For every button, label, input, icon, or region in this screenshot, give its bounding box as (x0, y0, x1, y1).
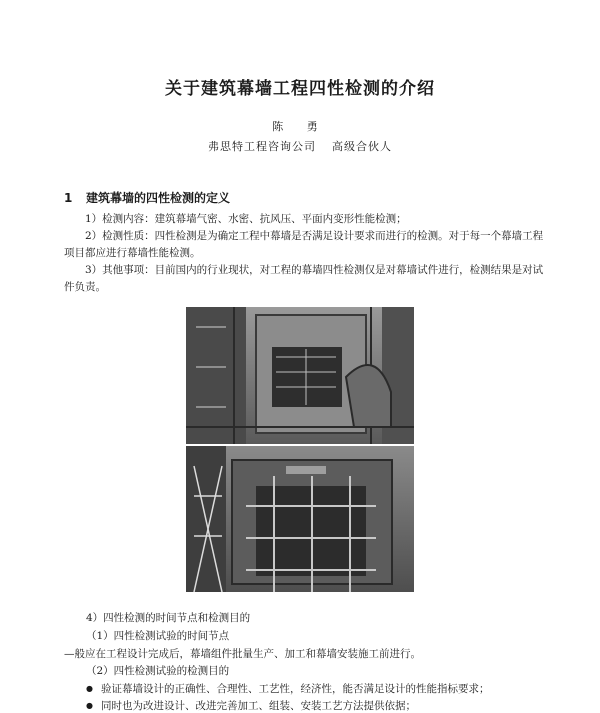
subsection-2-title: （2）四性检测试验的检测目的 (86, 665, 230, 677)
scaffold-photo (186, 446, 414, 592)
affiliation-role: 高级合伙人 (332, 140, 392, 153)
author-name: 陈 勇 (272, 120, 328, 133)
affiliation-company: 弗思特工程咨询公司 (208, 140, 316, 153)
author-affiliation (0, 138, 600, 154)
subsection-1-text: —般应在工程设计完成后，幕墙组件批量生产、加工和幕墙安装施工前进行。 (64, 648, 421, 660)
test-chamber-photo (186, 307, 414, 444)
paragraph-item-3: 3）其他事项：目前国内的行业现状，对工程的幕墙四性检测仅是对幕墙试件进行，检测结果是对试件负责。 (64, 264, 544, 293)
subsection-1-title: （1）四性检测试验的时间节点 (86, 630, 230, 642)
paragraph-item-1: 1）检测内容：建筑幕墙气密、水密、抗风压、平面内变形性能检测； (85, 213, 407, 225)
bullet-item-1: ● 验证幕墙设计的正确性、合理性、工艺性，经济性，能否满足设计的性能指标要求； (86, 681, 489, 696)
section-heading-text: 建筑幕墙的四性检测的定义 (86, 191, 231, 205)
document-title: 关于建筑幕墙工程四性检测的介绍 (165, 79, 435, 99)
bullet-item-2: ● 同时也为改进设计、改进完善加工、组装、安装工艺方法提供依据； (86, 698, 416, 713)
section-number: 1 (64, 191, 73, 205)
section-heading-1 (64, 189, 230, 206)
section-4-heading: 4）四性检测的时间节点和检测目的 (86, 612, 251, 624)
paragraph-item-2: 2）检测性质：四性检测是为确定工程中幕墙是否满足设计要求而进行的检测。对于每一个幕墙工程项目都应进行幕墙性能检测。 (64, 230, 544, 259)
